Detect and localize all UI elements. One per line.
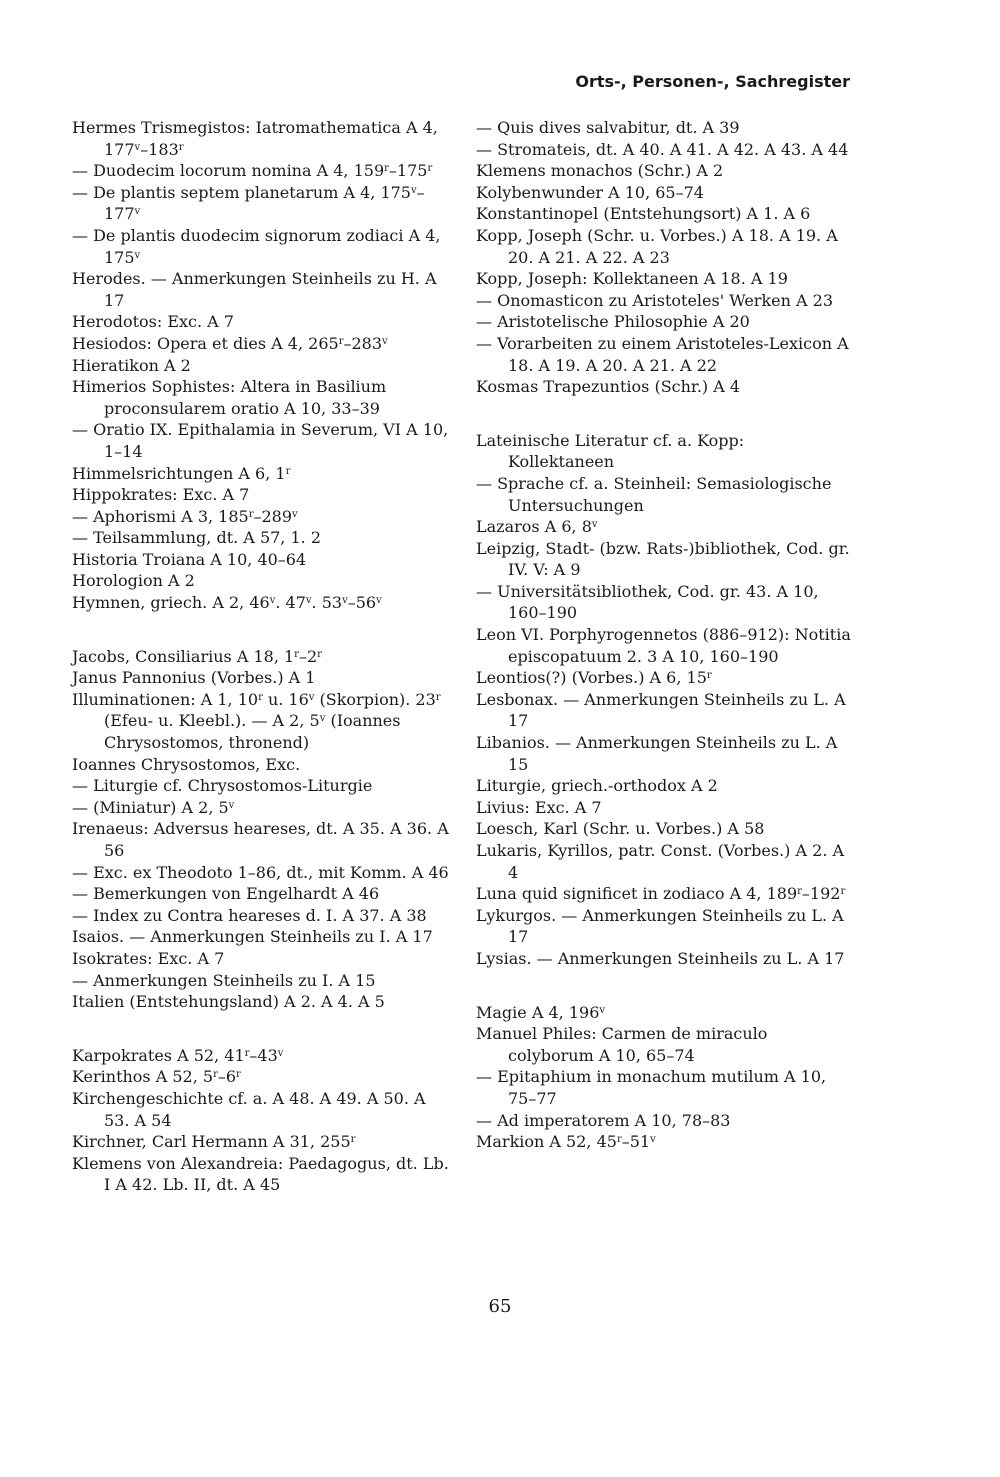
- section-gap: [476, 398, 854, 430]
- index-entry: Leipzig, Stadt- (bzw. Rats-)bibliothek, Cod. gr. IV. V: A 9: [476, 538, 850, 580]
- index-entry: Kirchengeschichte cf. a. A 48. A 49. A 50. A 53. A 54: [72, 1088, 426, 1130]
- index-entry: Hieratikon A 2: [72, 355, 191, 375]
- index-entry: Loesch, Karl (Schr. u. Vorbes.) A 58: [476, 819, 765, 839]
- index-entry: Historia Troiana A 10, 40–64: [72, 549, 307, 569]
- index-entry: Herodes. — Anmerkungen Steinheils zu H. A 17: [72, 269, 437, 310]
- index-entry: Isokrates: Exc. A 7: [72, 948, 225, 968]
- index-entry: Kerinthos A 52, 5$^r$–6$^r$: [72, 1067, 241, 1087]
- index-entry: — Bemerkungen von Engelhardt A 46: [72, 884, 380, 904]
- index-entry: Karpokrates A 52, 41$^r$–43$^v$: [72, 1045, 284, 1065]
- index-entry: Horologion A 2: [72, 571, 195, 591]
- index-entry: Luna quid significet in zodiaco A 4, 189$^r$–192$^r$: [476, 884, 846, 904]
- index-entry: Himmelsrichtungen A 6, 1$^r$: [72, 463, 291, 483]
- index-entry: Janus Pannonius (Vorbes.) A 1: [72, 668, 316, 688]
- index-entry: — Anmerkungen Steinheils zu I. A 15: [72, 970, 376, 990]
- index-entry: Kosmas Trapezuntios (Schr.) A 4: [476, 377, 741, 397]
- index-entry: — Aphorismi A 3, 185$^r$–289$^v$: [72, 506, 298, 526]
- index-entry: Jacobs, Consiliarius A 18, 1$^r$–2$^r$: [72, 646, 322, 666]
- index-entry: Livius: Exc. A 7: [476, 797, 602, 817]
- index-entry: — Aristotelische Philosophie A 20: [476, 312, 750, 332]
- index-entry: Leontios(?) (Vorbes.) A 6, 15$^r$: [476, 668, 712, 688]
- index-entry: Lazaros A 6, 8$^v$: [476, 517, 598, 537]
- index-entry: Hippokrates: Exc. A 7: [72, 485, 250, 505]
- index-entry: Illuminationen: A 1, 10$^r$ u. 16$^v$ (Skorpion). 23$^r$ (Efeu- u. Kleebl.). — A 2, 5$^v$ (Ioannes Chrysostomos, thronend): [72, 689, 441, 753]
- index-entry: Markion A 52, 45$^r$–51$^v$: [476, 1132, 656, 1152]
- index-column-left: [72, 117, 450, 1196]
- running-header: Orts-, Personen-, Sachregister: [575, 72, 850, 91]
- index-entry: Italien (Entstehungsland) A 2. A 4. A 5: [72, 992, 385, 1012]
- index-entry: Manuel Philes: Carmen de miraculo colyborum A 10, 65–74: [476, 1024, 768, 1065]
- index-entry: Kirchner, Carl Hermann A 31, 255$^r$: [72, 1132, 356, 1152]
- section-gap: [72, 1013, 450, 1045]
- index-entry: Klemens monachos (Schr.) A 2: [476, 161, 724, 181]
- index-entry: — Epitaphium in monachum mutilum A 10, 75–77: [476, 1067, 827, 1108]
- index-entry: — Teilsammlung, dt. A 57, 1. 2: [72, 528, 321, 548]
- index-entry: — Universitätsibliothek, Cod. gr. 43. A 10, 160–190: [476, 581, 819, 623]
- index-entry: — Oratio IX. Epithalamia in Severum, VI A 10, 1–14: [72, 420, 449, 461]
- index-entry: — Quis dives salvabitur, dt. A 39: [476, 118, 740, 137]
- index-entry: Konstantinopel (Entstehungsort) A 1. A 6: [476, 204, 811, 224]
- index-entry: — De plantis duodecim signorum zodiaci A 4, 175$^v$: [72, 225, 441, 267]
- page-number: 65: [488, 1296, 512, 1317]
- index-entry: Himerios Sophistes: Altera in Basilium proconsularem oratio A 10, 33–39: [72, 377, 387, 418]
- index-entry: Isaios. — Anmerkungen Steinheils zu I. A 17: [72, 927, 433, 947]
- index-entry: — Index zu Contra heareses d. I. A 37. A 38: [72, 905, 427, 925]
- index-entry: Lukaris, Kyrillos, patr. Const. (Vorbes.) A 2. A 4: [476, 841, 845, 882]
- index-entry: — Liturgie cf. Chrysostomos-Liturgie: [72, 776, 373, 796]
- index-entry: Herodotos: Exc. A 7: [72, 312, 234, 332]
- index-entry: — (Miniatur) A 2, 5$^v$: [72, 797, 235, 817]
- index-entry: Hermes Trismegistos: Iatromathematica A 4, 177$^v$–183$^r$: [72, 118, 438, 159]
- index-entry: — Stromateis, dt. A 40. A 41. A 42. A 43. A 44: [476, 139, 849, 159]
- index-entry: — Exc. ex Theodoto 1–86, dt., mit Komm. A 46: [72, 862, 449, 882]
- index-entry: Kopp, Joseph (Schr. u. Vorbes.) A 18. A 19. A 20. A 21. A 22. A 23: [476, 225, 838, 267]
- index-entry: Liturgie, griech.-orthodox A 2: [476, 776, 718, 796]
- index-entry: Lesbonax. — Anmerkungen Steinheils zu L. A 17: [476, 689, 846, 731]
- index-entry: Hesiodos: Opera et dies A 4, 265$^r$–283$^v$: [72, 333, 388, 353]
- index-entry: Kolybenwunder A 10, 65–74: [476, 182, 704, 202]
- index-entry: — Onomasticon zu Aristoteles' Werken A 23: [476, 290, 833, 310]
- index-column-right: [476, 117, 854, 1153]
- index-entry: Klemens von Alexandreia: Paedagogus, dt. Lb. I A 42. Lb. II, dt. A 45: [72, 1153, 449, 1195]
- index-entry: — Duodecim locorum nomina A 4, 159$^r$–175$^r$: [72, 161, 433, 181]
- index-entry: Lykurgos. — Anmerkungen Steinheils zu L. A 17: [476, 905, 844, 947]
- index-entry: — Sprache cf. a. Steinheil: Semasiologische Untersuchungen: [476, 473, 832, 515]
- index-entry: Ioannes Chrysostomos, Exc.: [72, 754, 301, 774]
- index-entry: — Vorarbeiten zu einem Aristoteles-Lexicon A 18. A 19. A 20. A 21. A 22: [476, 333, 849, 375]
- index-entry: Irenaeus: Adversus heareses, dt. A 35. A 36. A 56: [72, 819, 449, 860]
- index-entry: Lateinische Literatur cf. a. Kopp: Kollektaneen: [476, 430, 745, 472]
- index-entry: Magie A 4, 196$^v$: [476, 1002, 606, 1022]
- index-entry: Kopp, Joseph: Kollektaneen A 18. A 19: [476, 269, 788, 289]
- index-entry: Leon VI. Porphyrogennetos (886–912): Notitia episcopatuum 2. 3 A 10, 160–190: [476, 625, 851, 666]
- index-entry: Libanios. — Anmerkungen Steinheils zu L. A 15: [476, 733, 838, 774]
- index-entry: Lysias. — Anmerkungen Steinheils zu L. A 17: [476, 948, 845, 968]
- index-entry: Hymnen, griech. A 2, 46$^v$. 47$^v$. 53$^v$–56$^v$: [72, 593, 382, 613]
- index-entry: — De plantis septem planetarum A 4, 175$^v$–177$^v$: [72, 182, 425, 224]
- index-entry: — Ad imperatorem A 10, 78–83: [476, 1110, 731, 1130]
- section-gap: [72, 614, 450, 646]
- section-gap: [476, 970, 854, 1002]
